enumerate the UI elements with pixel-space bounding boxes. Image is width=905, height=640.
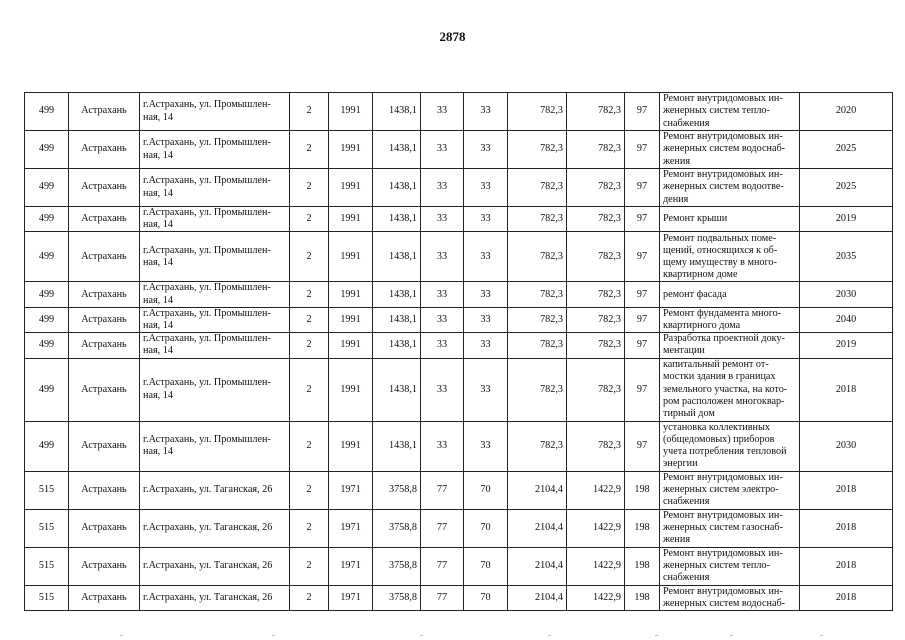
residents-cell: 198 bbox=[625, 547, 660, 585]
total-area-cell: 1438,1 bbox=[373, 93, 421, 131]
floors-cell: 2 bbox=[290, 547, 329, 585]
floors-cell: 2 bbox=[290, 307, 329, 332]
apartments-cell: 33 bbox=[421, 207, 464, 232]
floors-cell: 2 bbox=[290, 169, 329, 207]
residential-premises-cell: 70 bbox=[464, 471, 508, 509]
floors-cell: 2 bbox=[290, 585, 329, 610]
residential-premises-cell: 33 bbox=[464, 358, 508, 421]
city-cell: Астрахань bbox=[69, 471, 140, 509]
cell-line: ная, 14 bbox=[143, 149, 173, 161]
cell-line: женерных систем водоотве- bbox=[663, 181, 784, 193]
private-area-cell: 782,3 bbox=[567, 307, 625, 332]
residential-area-cell: 2104,4 bbox=[508, 471, 567, 509]
cell-line: Ремонт подвальных поме- bbox=[663, 232, 777, 244]
apartments-cell: 33 bbox=[421, 169, 464, 207]
residents-cell: 97 bbox=[625, 358, 660, 421]
address-cell bbox=[140, 358, 290, 421]
cell-line: женерных систем газоснаб- bbox=[663, 522, 783, 534]
year-built-cell: 1991 bbox=[329, 131, 373, 169]
repair-type-cell bbox=[660, 307, 800, 332]
residential-premises-cell: 33 bbox=[464, 421, 508, 471]
year-built-cell: 1991 bbox=[329, 307, 373, 332]
house-id-cell: 499 bbox=[25, 307, 69, 332]
apartments-cell: 77 bbox=[421, 509, 464, 547]
address-cell bbox=[140, 207, 290, 232]
apartments-cell: 77 bbox=[421, 585, 464, 610]
year-built-cell: 1991 bbox=[329, 358, 373, 421]
cell-line: квартирном доме bbox=[663, 269, 738, 281]
total-area-cell: 1438,1 bbox=[373, 131, 421, 169]
private-area-cell: 782,3 bbox=[567, 131, 625, 169]
apartments-cell: 33 bbox=[421, 131, 464, 169]
repair-type-cell bbox=[660, 93, 800, 131]
repair-type-cell bbox=[660, 509, 800, 547]
private-area-cell: 1422,9 bbox=[567, 509, 625, 547]
table-body bbox=[25, 93, 893, 611]
repair-type-cell bbox=[660, 585, 800, 610]
cell-line: снабжения bbox=[663, 572, 710, 584]
address-cell bbox=[140, 471, 290, 509]
private-area-cell: 782,3 bbox=[567, 358, 625, 421]
cell-line: ная, 14 bbox=[143, 320, 173, 332]
house-id-cell: 515 bbox=[25, 471, 69, 509]
cell-line: Ремонт внутридомовых ин- bbox=[663, 509, 783, 521]
cell-line: женерных систем тепло- bbox=[663, 560, 770, 572]
cell-line: жения bbox=[663, 155, 691, 167]
year-built-cell: 1991 bbox=[329, 421, 373, 471]
planned-year-cell: 2030 bbox=[800, 282, 893, 307]
apartments-cell: 33 bbox=[421, 232, 464, 282]
year-built-cell: 1971 bbox=[329, 547, 373, 585]
residential-area-cell: 782,3 bbox=[508, 232, 567, 282]
cell-line: Разработка проектной доку- bbox=[663, 333, 785, 345]
apartments-cell: 33 bbox=[421, 93, 464, 131]
planned-year-cell: 2018 bbox=[800, 547, 893, 585]
table-row bbox=[25, 232, 893, 282]
residential-premises-cell: 33 bbox=[464, 282, 508, 307]
repair-type-cell bbox=[660, 358, 800, 421]
city-cell: Астрахань bbox=[69, 131, 140, 169]
residents-cell: 97 bbox=[625, 307, 660, 332]
repair-type-cell bbox=[660, 333, 800, 358]
residential-area-cell: 2104,4 bbox=[508, 585, 567, 610]
address-cell bbox=[140, 333, 290, 358]
cell-line: энергии bbox=[663, 458, 698, 470]
table-row bbox=[25, 471, 893, 509]
residential-premises-cell: 33 bbox=[464, 232, 508, 282]
house-id-cell: 515 bbox=[25, 585, 69, 610]
city-cell: Астрахань bbox=[69, 207, 140, 232]
floors-cell: 2 bbox=[290, 471, 329, 509]
planned-year-cell: 2035 bbox=[800, 232, 893, 282]
year-built-cell: 1991 bbox=[329, 169, 373, 207]
residential-area-cell: 782,3 bbox=[508, 358, 567, 421]
residents-cell: 97 bbox=[625, 333, 660, 358]
cell-line: г.Астрахань, ул. Промышлен- bbox=[143, 244, 271, 256]
floors-cell: 2 bbox=[290, 282, 329, 307]
cell-line: снабжения bbox=[663, 496, 710, 508]
year-built-cell: 1991 bbox=[329, 333, 373, 358]
repair-type-cell bbox=[660, 207, 800, 232]
cell-line: г.Астрахань, ул. Таганская, 26 bbox=[143, 591, 273, 603]
cell-line: тирный дом bbox=[663, 407, 715, 419]
private-area-cell: 782,3 bbox=[567, 333, 625, 358]
cell-line: щений, относящихся к об- bbox=[663, 244, 778, 256]
table-row bbox=[25, 585, 893, 610]
city-cell: Астрахань bbox=[69, 333, 140, 358]
total-area-cell: 1438,1 bbox=[373, 232, 421, 282]
cell-line: ром расположен многоквар- bbox=[663, 395, 785, 407]
repair-type-cell bbox=[660, 169, 800, 207]
residential-premises-cell: 33 bbox=[464, 169, 508, 207]
private-area-cell: 1422,9 bbox=[567, 547, 625, 585]
floors-cell: 2 bbox=[290, 333, 329, 358]
cell-line: женерных систем водоснаб- bbox=[663, 143, 786, 155]
city-cell: Астрахань bbox=[69, 307, 140, 332]
floors-cell: 2 bbox=[290, 93, 329, 131]
private-area-cell: 782,3 bbox=[567, 93, 625, 131]
cell-line: г.Астрахань, ул. Промышлен- bbox=[143, 175, 271, 187]
total-area-cell: 1438,1 bbox=[373, 207, 421, 232]
house-id-cell: 499 bbox=[25, 282, 69, 307]
floors-cell: 2 bbox=[290, 509, 329, 547]
table-row bbox=[25, 93, 893, 131]
apartments-cell: 33 bbox=[421, 282, 464, 307]
cell-line: г.Астрахань, ул. Промышлен- bbox=[143, 99, 271, 111]
house-id-cell: 499 bbox=[25, 333, 69, 358]
residential-premises-cell: 33 bbox=[464, 93, 508, 131]
address-cell bbox=[140, 547, 290, 585]
address-cell bbox=[140, 421, 290, 471]
house-id-cell: 499 bbox=[25, 358, 69, 421]
address-cell bbox=[140, 509, 290, 547]
repair-type-cell bbox=[660, 421, 800, 471]
cell-line: ная, 14 bbox=[143, 389, 173, 401]
residential-premises-cell: 33 bbox=[464, 131, 508, 169]
cell-line: земельного участка, на кото- bbox=[663, 383, 788, 395]
private-area-cell: 782,3 bbox=[567, 232, 625, 282]
city-cell: Астрахань bbox=[69, 169, 140, 207]
apartments-cell: 77 bbox=[421, 471, 464, 509]
residential-premises-cell: 33 bbox=[464, 207, 508, 232]
residential-area-cell: 782,3 bbox=[508, 421, 567, 471]
cell-line: ная, 14 bbox=[143, 111, 173, 123]
residential-premises-cell: 70 bbox=[464, 509, 508, 547]
planned-year-cell: 2025 bbox=[800, 169, 893, 207]
planned-year-cell: 2018 bbox=[800, 471, 893, 509]
planned-year-cell: 2019 bbox=[800, 333, 893, 358]
cell-line: женерных систем тепло- bbox=[663, 105, 770, 117]
residents-cell: 97 bbox=[625, 232, 660, 282]
table-row bbox=[25, 207, 893, 232]
table-row bbox=[25, 282, 893, 307]
year-built-cell: 1971 bbox=[329, 471, 373, 509]
capital-repair-table bbox=[24, 92, 893, 611]
cell-line: снабжения bbox=[663, 117, 710, 129]
address-cell bbox=[140, 93, 290, 131]
house-id-cell: 515 bbox=[25, 547, 69, 585]
table-row bbox=[25, 509, 893, 547]
table-row bbox=[25, 358, 893, 421]
house-id-cell: 499 bbox=[25, 169, 69, 207]
year-built-cell: 1991 bbox=[329, 93, 373, 131]
residential-area-cell: 782,3 bbox=[508, 333, 567, 358]
planned-year-cell: 2018 bbox=[800, 358, 893, 421]
address-cell bbox=[140, 585, 290, 610]
floors-cell: 2 bbox=[290, 358, 329, 421]
cell-line: Ремонт внутридомовых ин- bbox=[663, 547, 783, 559]
residents-cell: 198 bbox=[625, 471, 660, 509]
cell-line: мостки здания в границах bbox=[663, 371, 776, 383]
total-area-cell: 1438,1 bbox=[373, 307, 421, 332]
apartments-cell: 77 bbox=[421, 547, 464, 585]
floors-cell: 2 bbox=[290, 421, 329, 471]
residents-cell: 198 bbox=[625, 585, 660, 610]
house-id-cell: 515 bbox=[25, 509, 69, 547]
address-cell bbox=[140, 307, 290, 332]
residents-cell: 97 bbox=[625, 169, 660, 207]
city-cell: Астрахань bbox=[69, 358, 140, 421]
cell-line: г.Астрахань, ул. Промышлен- bbox=[143, 307, 271, 319]
private-area-cell: 1422,9 bbox=[567, 585, 625, 610]
residents-cell: 198 bbox=[625, 509, 660, 547]
cell-line: Ремонт внутридомовых ин- bbox=[663, 93, 783, 105]
house-id-cell: 499 bbox=[25, 207, 69, 232]
city-cell: Астрахань bbox=[69, 232, 140, 282]
page-number: 2878 bbox=[439, 29, 466, 44]
residential-area-cell: 2104,4 bbox=[508, 509, 567, 547]
city-cell: Астрахань bbox=[69, 282, 140, 307]
cell-line: г.Астрахань, ул. Промышлен- bbox=[143, 377, 271, 389]
year-built-cell: 1991 bbox=[329, 207, 373, 232]
scan-artifacts bbox=[0, 634, 905, 638]
table-row bbox=[25, 333, 893, 358]
table-row bbox=[25, 547, 893, 585]
residents-cell: 97 bbox=[625, 282, 660, 307]
residential-area-cell: 2104,4 bbox=[508, 547, 567, 585]
repair-type-cell bbox=[660, 131, 800, 169]
residents-cell: 97 bbox=[625, 421, 660, 471]
cell-line: учета потребления тепловой bbox=[663, 446, 787, 458]
private-area-cell: 782,3 bbox=[567, 207, 625, 232]
floors-cell: 2 bbox=[290, 207, 329, 232]
residential-premises-cell: 70 bbox=[464, 547, 508, 585]
house-id-cell: 499 bbox=[25, 421, 69, 471]
cell-line: дения bbox=[663, 193, 689, 205]
total-area-cell: 3758,8 bbox=[373, 471, 421, 509]
year-built-cell: 1991 bbox=[329, 232, 373, 282]
cell-line: женерных систем электро- bbox=[663, 484, 779, 496]
city-cell: Астрахань bbox=[69, 585, 140, 610]
residents-cell: 97 bbox=[625, 131, 660, 169]
repair-type-cell bbox=[660, 547, 800, 585]
cell-line: Ремонт внутридомовых ин- bbox=[663, 471, 783, 483]
total-area-cell: 1438,1 bbox=[373, 421, 421, 471]
cell-line: Ремонт внутридомовых ин- bbox=[663, 131, 783, 143]
city-cell: Астрахань bbox=[69, 421, 140, 471]
cell-line: г.Астрахань, ул. Промышлен- bbox=[143, 433, 271, 445]
address-cell bbox=[140, 232, 290, 282]
cell-line: г.Астрахань, ул. Промышлен- bbox=[143, 207, 271, 218]
apartments-cell: 33 bbox=[421, 307, 464, 332]
planned-year-cell: 2030 bbox=[800, 421, 893, 471]
table-row bbox=[25, 131, 893, 169]
total-area-cell: 3758,8 bbox=[373, 547, 421, 585]
cell-line: ная, 14 bbox=[143, 294, 173, 306]
residential-premises-cell: 33 bbox=[464, 333, 508, 358]
cell-line: г.Астрахань, ул. Промышлен- bbox=[143, 333, 271, 345]
private-area-cell: 782,3 bbox=[567, 421, 625, 471]
cell-line: ная, 14 bbox=[143, 345, 173, 357]
city-cell: Астрахань bbox=[69, 547, 140, 585]
cell-line: г.Астрахань, ул. Таганская, 26 bbox=[143, 522, 273, 534]
cell-line: ная, 14 bbox=[143, 256, 173, 268]
apartments-cell: 33 bbox=[421, 358, 464, 421]
cell-line: установка коллективных bbox=[663, 421, 770, 433]
cell-line: квартирного дома bbox=[663, 320, 741, 332]
table-row bbox=[25, 169, 893, 207]
planned-year-cell: 2020 bbox=[800, 93, 893, 131]
year-built-cell: 1971 bbox=[329, 585, 373, 610]
cell-line: г.Астрахань, ул. Таганская, 26 bbox=[143, 484, 273, 496]
planned-year-cell: 2025 bbox=[800, 131, 893, 169]
residential-area-cell: 782,3 bbox=[508, 282, 567, 307]
cell-line: Ремонт крыши bbox=[663, 213, 728, 225]
cell-line: г.Астрахань, ул. Таганская, 26 bbox=[143, 560, 273, 572]
total-area-cell: 1438,1 bbox=[373, 169, 421, 207]
cell-line: Ремонт внутридомовых ин- bbox=[663, 169, 783, 181]
repair-type-cell bbox=[660, 232, 800, 282]
apartments-cell: 33 bbox=[421, 421, 464, 471]
table-row bbox=[25, 307, 893, 332]
city-cell: Астрахань bbox=[69, 93, 140, 131]
total-area-cell: 1438,1 bbox=[373, 282, 421, 307]
floors-cell: 2 bbox=[290, 131, 329, 169]
total-area-cell: 1438,1 bbox=[373, 358, 421, 421]
city-cell: Астрахань bbox=[69, 509, 140, 547]
apartments-cell: 33 bbox=[421, 333, 464, 358]
residential-premises-cell: 33 bbox=[464, 307, 508, 332]
cell-line: жения bbox=[663, 534, 691, 546]
cell-line: г.Астрахань, ул. Промышлен- bbox=[143, 282, 271, 294]
residential-area-cell: 782,3 bbox=[508, 93, 567, 131]
cell-line: ремонт фасада bbox=[663, 288, 727, 300]
address-cell bbox=[140, 131, 290, 169]
house-id-cell: 499 bbox=[25, 93, 69, 131]
year-built-cell: 1991 bbox=[329, 282, 373, 307]
cell-line: щему имуществу в много- bbox=[663, 256, 777, 268]
residential-area-cell: 782,3 bbox=[508, 131, 567, 169]
planned-year-cell: 2018 bbox=[800, 585, 893, 610]
address-cell bbox=[140, 169, 290, 207]
cell-line: ная, 14 bbox=[143, 446, 173, 458]
private-area-cell: 782,3 bbox=[567, 169, 625, 207]
residential-area-cell: 782,3 bbox=[508, 207, 567, 232]
cell-line: (общедомовых) приборов bbox=[663, 433, 775, 445]
cell-line: г.Астрахань, ул. Промышлен- bbox=[143, 137, 271, 149]
residential-premises-cell: 70 bbox=[464, 585, 508, 610]
house-id-cell: 499 bbox=[25, 131, 69, 169]
floors-cell: 2 bbox=[290, 232, 329, 282]
cell-line: капитальный ремонт от- bbox=[663, 359, 769, 371]
residents-cell: 97 bbox=[625, 93, 660, 131]
planned-year-cell: 2019 bbox=[800, 207, 893, 232]
house-id-cell: 499 bbox=[25, 232, 69, 282]
residential-area-cell: 782,3 bbox=[508, 307, 567, 332]
address-cell bbox=[140, 282, 290, 307]
repair-type-cell bbox=[660, 282, 800, 307]
year-built-cell: 1971 bbox=[329, 509, 373, 547]
repair-type-cell bbox=[660, 471, 800, 509]
total-area-cell: 1438,1 bbox=[373, 333, 421, 358]
cell-line: Ремонт внутридомовых ин- bbox=[663, 585, 783, 597]
cell-line: ментации bbox=[663, 345, 705, 357]
private-area-cell: 1422,9 bbox=[567, 471, 625, 509]
cell-line: женерных систем водоснаб- bbox=[663, 597, 786, 609]
table-row bbox=[25, 421, 893, 471]
total-area-cell: 3758,8 bbox=[373, 509, 421, 547]
planned-year-cell: 2018 bbox=[800, 509, 893, 547]
private-area-cell: 782,3 bbox=[567, 282, 625, 307]
residents-cell: 97 bbox=[625, 207, 660, 232]
cell-line: ная, 14 bbox=[143, 187, 173, 199]
cell-line: ная, 14 bbox=[143, 219, 173, 231]
total-area-cell: 3758,8 bbox=[373, 585, 421, 610]
planned-year-cell: 2040 bbox=[800, 307, 893, 332]
cell-line: Ремонт фундамента много- bbox=[663, 307, 782, 319]
residential-area-cell: 782,3 bbox=[508, 169, 567, 207]
